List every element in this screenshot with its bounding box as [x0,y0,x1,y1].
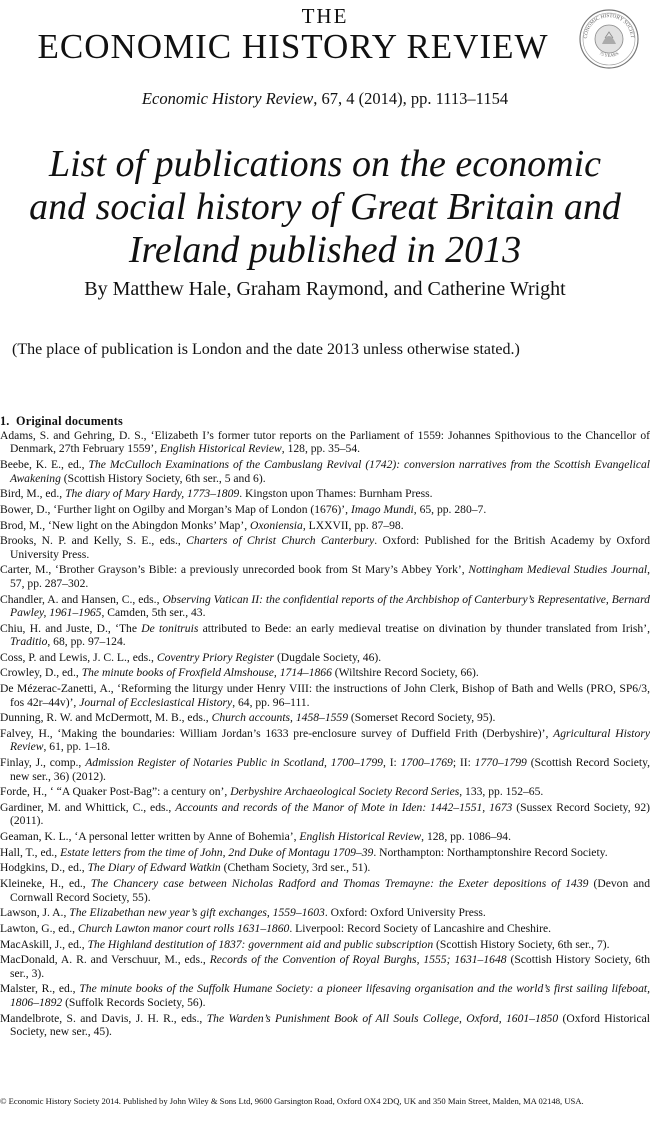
bibliography-entry [0,861,650,874]
bibliography-entry [0,711,650,724]
bibliography-entry [0,1012,650,1039]
entry-text: (Chetham Society, 3rd ser., 51). [220,861,371,875]
entry-text: (Scottish History Society, 6th ser., 7). [433,937,610,951]
bibliography-entry [0,682,650,709]
copyright-footer: © Economic History Society 2014. Published by John Wiley & Sons Ltd, 9600 Garsington Road, Oxford OX4 2DQ, UK and 350 Main Street, Malden, MA 02148, USA. [0,1096,584,1106]
entry-text: Geaman, K. L., ‘A personal letter written by Anne of Bohemia’, [0,830,300,844]
bibliography-entry [0,922,650,935]
entry-text: . Liverpool: Record Society of Lancashire and Cheshire. [289,921,552,935]
entry-text: Brooks, N. P. and Kelly, S. E., eds., [0,534,187,548]
entry-title-italic: Records of the Convention of Royal Burghs, 1555; 1631–1648 [209,953,507,967]
entry-title-italic: Observing Vatican II: the confidential reports of the Archbishop of Canterbury’s Representative, Bernard Pawley, 1961–1965 [10,592,650,619]
entry-text: Bird, M., ed., [0,487,66,501]
entry-title-italic: Coventry Priory Register [156,650,275,664]
entry-text: Malster, R., ed., [0,982,80,996]
article-authors: By Matthew Hale, Graham Raymond, and Catherine Wright [84,278,566,300]
seal-text-bottom: 75 YEARS [598,50,620,58]
entry-title-italic: Journal of Ecclesiastical History [79,695,233,709]
entry-text: (Dugdale Society, 46). [274,650,382,664]
entry-text: Adams, S. and Gehring, D. S., ‘Elizabeth I’s former tutor reports on the Parliament of 1559: Johannes Spithovious to the Chancellor of Denmark, 27th February 1559’, [0,429,650,456]
entry-title-italic: Accounts and records of the Manor of Mote in Iden: 1442–1551, 1673 [175,800,513,814]
entry-text: Finlay, J., comp., [0,756,86,770]
society-seal-icon [578,8,640,70]
entry-text: attributed to Bede: an early medieval treatise on divination by thunder translated from Irish’, [198,621,650,635]
entry-text: . Oxford: Published for the British Academy by Oxford University Press. [10,534,650,561]
entry-text: Hall, T., ed., [0,845,61,859]
entry-text: , 128, pp. 1086–94. [421,830,511,844]
bibliography-entry [0,593,650,620]
entry-title-italic: 1700–1769 [400,756,453,770]
entry-title-italic: English Historical Review [160,442,282,456]
entry-title-italic: Traditio [10,635,48,649]
bibliography-entry [0,727,650,754]
bibliography-entry [0,982,650,1009]
bibliography-entry [0,429,650,456]
bibliography-entry [0,938,650,951]
bibliography-entry [0,487,650,500]
bibliography-entry [0,756,650,783]
article-citation [0,89,650,109]
entry-text: Falvey, H., ‘Making the boundaries: William Jordan’s 1633 pre-enclosure survey of Duffield Frith (Derbyshire)’, [0,726,554,740]
entry-text: ; II: [452,756,475,770]
entry-text: Brod, M., ‘New light on the Abingdon Monks’ Map’, [0,518,251,532]
entry-text: , 65, pp. 280–7. [413,502,487,516]
bibliography-entry [0,651,650,664]
bibliography-entry [0,666,650,679]
bibliography-entry [0,785,650,798]
entry-text: (Wiltshire Record Society, 66). [331,666,479,680]
entry-text: (Devon and Cornwall Record Society, 55). [10,877,650,904]
article-title [0,143,650,272]
entry-title-italic: The Elizabethan new year’s gift exchanges, 1559–1603 [69,906,325,920]
entry-text: Chiu, H. and Juste, D., ‘The [0,621,142,635]
entry-text: Kleineke, H., ed., [0,877,91,891]
entry-text: Coss, P. and Lewis, J. C. L., eds., [0,650,157,664]
entry-text: . Northampton: Northamptonshire Record Society. [373,845,608,859]
section-title: Original documents [16,414,123,428]
bibliography-entry [0,801,650,828]
entry-title-italic: Imago Mundi [350,502,414,516]
entry-title-italic: The Warden’s Punishment Book of All Souls College, Oxford, 1601–1850 [206,1011,559,1025]
entry-title-italic: Oxoniensia [250,518,303,532]
entry-title-italic: Church Lawton manor court rolls 1631–1860 [77,921,290,935]
bibliography-entry [0,846,650,859]
masthead-journal-name: ECONOMIC HISTORY REVIEW [37,27,549,66]
entry-text: (Suffolk Records Society, 56). [62,995,206,1009]
bibliography-entry [0,458,650,485]
journal-masthead [0,0,650,76]
entry-text: Beebe, K. E., ed., [0,458,89,472]
publication-note: (The place of publication is London and the date 2013 unless otherwise stated.) [12,341,520,358]
entry-text: . Kingston upon Thames: Burnham Press. [239,487,433,501]
entry-text: Hodgkins, D., ed., [0,861,88,875]
title-line: Ireland published in 2013 [128,229,522,271]
entry-title-italic: The Chancery case between Nicholas Radford and Thomas Tremayne: the Exeter depositions of 1439 [90,877,589,891]
bibliography-entry [0,877,650,904]
entry-title-italic: The diary of Mary Hardy, 1773–1809 [65,487,240,501]
entry-title-italic: English Historical Review [299,830,422,844]
entry-text: . Oxford: Oxford University Press. [324,906,486,920]
entry-title-italic: The minute books of the Suffolk Humane Society: a pioneer lifesaving organisation and the world’s first sailing lifeboat, 1806–1892 [10,982,650,1009]
entry-text: MacAskill, J., ed., [0,937,88,951]
entry-title-italic: The Diary of Edward Watkin [87,861,221,875]
bibliography-entry [0,563,650,590]
entry-text: (Oxford Historical Society, new ser., 45). [10,1011,650,1038]
seal-text-top: CONOMIC HISTORY SOCIET [582,12,636,39]
entry-title-italic: Admission Register of Notaries Public in Scotland, 1700–1799 [85,756,383,770]
entry-text: (Somerset Record Society, 95). [348,711,496,725]
title-line: List of publications on the economic [48,143,601,185]
entry-text: Lawton, G., ed., [0,921,78,935]
bibliography-entry [0,534,650,561]
entry-text: , 61, pp. 1–18. [43,740,111,754]
entry-text: Bower, D., ‘Further light on Ogilby and Morgan’s Map of London (1676)’, [0,502,351,516]
entry-text: Forde, H., ‘ “A Quaker Post-Bag”: a century on’, [0,785,231,799]
bibliography-entry [0,953,650,980]
bibliography-entry [0,906,650,919]
entry-text: Crowley, D., ed., [0,666,82,680]
entry-text: , 68, pp. 97–124. [47,635,126,649]
entry-text: Lawson, J. A., [0,906,70,920]
entry-text: Gardiner, M. and Whittick, C., eds., [0,800,176,814]
entry-text: , Camden, 5th ser., 43. [101,605,206,619]
bibliography-entry [0,503,650,516]
entry-text: , LXXVII, pp. 87–98. [302,518,404,532]
entry-title-italic: The Highland destitution of 1837: government aid and public subscription [87,937,434,951]
entry-title-italic: Church accounts, 1458–1559 [211,711,349,725]
entry-text: (Scottish History Society, 6th ser., 3). [10,953,650,980]
masthead-the: THE [301,4,349,28]
entry-text: , 64, pp. 96–111. [232,695,310,709]
bibliography-entry [0,519,650,532]
entry-title-italic: Nottingham Medieval Studies Journal [468,563,648,577]
entry-text: , 128, pp. 35–54. [281,442,361,456]
entry-text: , 133, pp. 152–65. [459,785,544,799]
bibliography-entry [0,830,650,843]
entry-text: Mandelbrote, S. and Davis, J. H. R., eds., [0,1011,207,1025]
entry-text: , I: [382,756,401,770]
entry-text: Chandler, A. and Hansen, C., eds., [0,592,163,606]
entry-title-italic: Derbyshire Archaeological Society Record Series [230,785,460,799]
entry-text: (Sussex Record Society, 92) (2011). [10,800,650,828]
entry-text: Carter, M., ‘Brother Grayson’s Bible: a previously unrecorded book from St Mary’s Abbey York’, [0,563,469,577]
entry-title-italic: 1770–1799 [474,756,527,770]
entry-text: (Scottish History Society, 6th ser., 5 and 6). [60,471,266,485]
entry-text: , 57, pp. 287–302. [10,563,650,590]
entry-text: MacDonald, A. R. and Verschuur, M., eds., [0,953,210,967]
entry-text: Dunning, R. W. and McDermott, M. B., eds., [0,711,212,725]
entry-title-italic: De tonitruis [141,621,199,635]
section-heading [0,414,650,428]
section-number: 1. [0,414,10,428]
entry-text: De Mézerac-Zanetti, A., ‘Reforming the liturgy under Henry VIII: the instructions of John Clerk, Bishop of Bath and Wells (PRO, SP6/3, fos 42r–44v)’, [0,682,650,709]
entry-text: (Scottish Record Society, new ser., 36) (2012). [10,756,650,783]
entry-title-italic: The McCulloch Examinations of the Cambuslang Revival (1742): conversion narratives from the Scottish Evangelical Awakening [10,458,650,485]
entry-title-italic: Estate letters from the time of John, 2nd Duke of Montagu 1709–39 [60,845,374,859]
bibliography-entry [0,622,650,649]
bibliography-list [0,429,650,1041]
title-line: and social history of Great Britain and [29,186,621,228]
entry-title-italic: Agricultural History Review [10,726,650,754]
entry-title-italic: The minute books of Froxfield Almshouse, 1714–1866 [81,666,332,680]
citation-journal: Economic History Review [141,89,314,108]
entry-title-italic: Charters of Christ Church Canterbury [186,534,375,548]
citation-details: , 67, 4 (2014), pp. 1113–1154 [313,89,509,108]
